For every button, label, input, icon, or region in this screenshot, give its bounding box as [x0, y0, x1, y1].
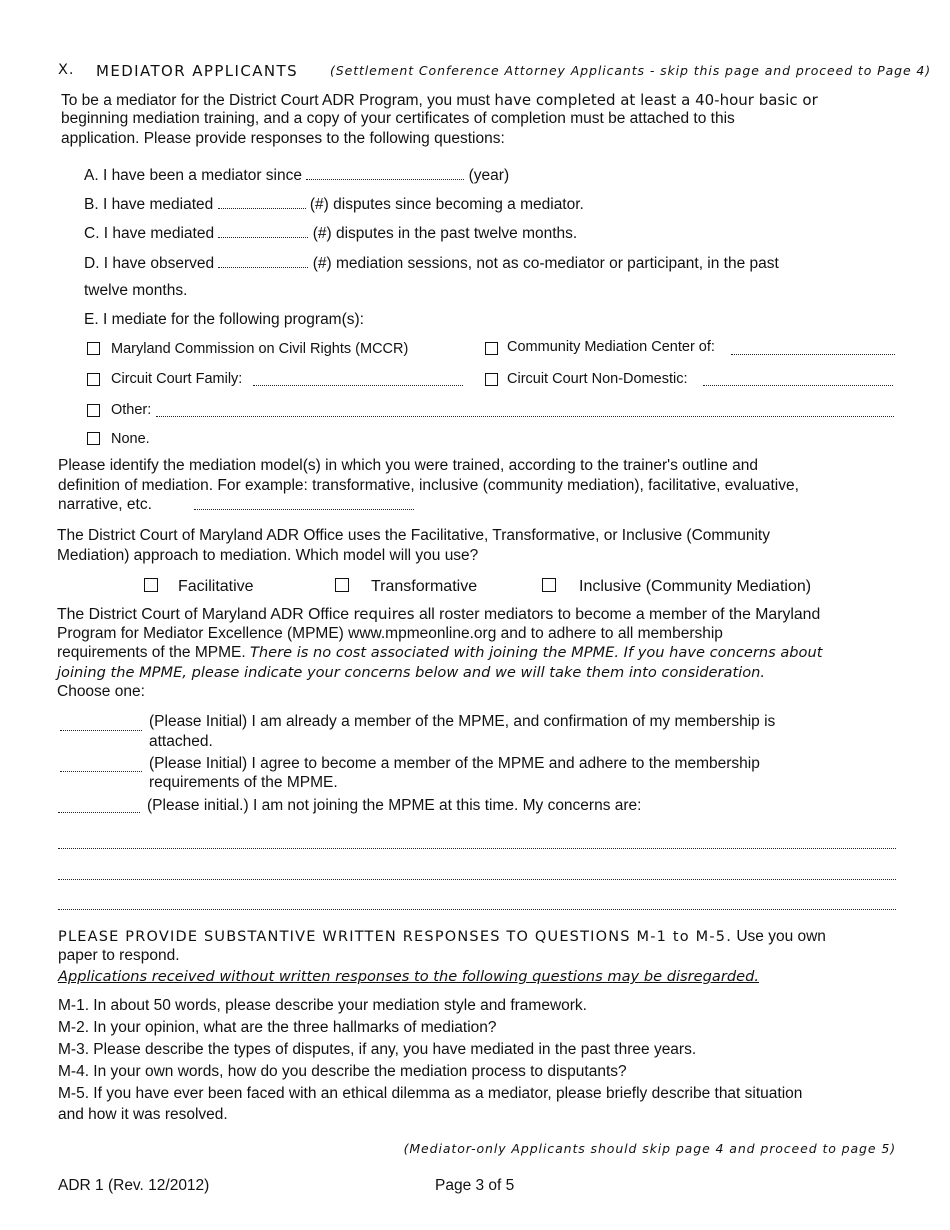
circuit-non-domestic-label: Circuit Court Non-Domestic: — [507, 371, 688, 387]
mpme-option-3: (Please initial.) I am not joining the MPME at this time. My concerns are: — [147, 797, 642, 814]
model-identify-line-3: narrative, etc. — [58, 496, 152, 513]
mccr-checkbox[interactable] — [87, 342, 100, 355]
section-number: X. — [58, 62, 75, 78]
concerns-line-1[interactable] — [58, 848, 896, 849]
question-m5-continued: and how it was resolved. — [58, 1106, 228, 1123]
community-mediation-input[interactable] — [731, 354, 895, 355]
written-heading: PLEASE PROVIDE SUBSTANTIVE WRITTEN RESPONSES TO QUESTIONS M-1 to M-5. Use you own — [58, 928, 826, 945]
mpme-line-1: The District Court of Maryland ADR Office requires all roster mediators to become a member of the Maryland — [57, 605, 821, 623]
disputes-12-months-input[interactable] — [218, 223, 308, 238]
model-use-line-1: The District Court of Maryland ADR Office uses the Facilitative, Transformative, or Inclusive (Community — [57, 527, 770, 544]
question-c: C. I have mediated (#) disputes in the past twelve months. — [84, 225, 578, 242]
choose-one: Choose one: — [57, 683, 145, 700]
mpme-option-2b: requirements of the MPME. — [149, 774, 338, 791]
community-mediation-checkbox[interactable] — [485, 342, 498, 355]
other-input[interactable] — [156, 416, 894, 417]
initial-not-joining[interactable] — [58, 812, 140, 813]
question-m2: M-2. In your opinion, what are the three hallmarks of mediation? — [58, 1019, 497, 1036]
mpme-line-4: joining the MPME, please indicate your concerns below and we will take them into consideration. — [57, 664, 766, 681]
facilitative-checkbox[interactable] — [144, 578, 158, 592]
skip-note: (Mediator-only Applicants should skip page 4 and proceed to page 5) — [403, 1141, 896, 1156]
none-checkbox[interactable] — [87, 432, 100, 445]
question-m3: M-3. Please describe the types of disputes, if any, you have mediated in the past three years. — [58, 1041, 697, 1058]
year-input[interactable] — [306, 165, 464, 180]
intro-line-3: application. Please provide responses to the following questions: — [61, 130, 505, 147]
other-checkbox[interactable] — [87, 404, 100, 417]
model-identify-line-1: Please identify the mediation model(s) in which you were trained, according to the trainer's outline and — [58, 457, 758, 474]
inclusive-checkbox[interactable] — [542, 578, 556, 592]
form-id: ADR 1 (Rev. 12/2012) — [58, 1177, 210, 1194]
facilitative-label: Facilitative — [178, 578, 254, 595]
initial-already-member[interactable] — [60, 730, 142, 731]
written-line-2: paper to respond. — [58, 947, 180, 964]
circuit-family-label: Circuit Court Family: — [111, 371, 243, 387]
other-label: Other: — [111, 402, 152, 418]
initial-agree-to-become[interactable] — [60, 771, 142, 772]
section-note: (Settlement Conference Attorney Applicants - skip this page and proceed to Page 4) — [330, 63, 932, 78]
community-mediation-label: Community Mediation Center of: — [507, 339, 715, 355]
intro-line-2: beginning mediation training, and a copy of your certificates of completion must be attached to this — [61, 110, 735, 127]
question-a: A. I have been a mediator since (year) — [84, 167, 510, 184]
intro-line-1: To be a mediator for the District Court ADR Program, you must have completed at least a 40-hour basic or — [61, 91, 818, 109]
circuit-family-input[interactable] — [253, 385, 463, 386]
concerns-line-2[interactable] — [58, 879, 896, 880]
circuit-family-checkbox[interactable] — [87, 373, 100, 386]
transformative-label: Transformative — [371, 578, 478, 595]
mpme-option-2a: (Please Initial) I agree to become a member of the MPME and adhere to the membership — [149, 755, 760, 772]
mccr-label: Maryland Commission on Civil Rights (MCCR) — [111, 341, 409, 357]
question-d: D. I have observed (#) mediation sessions, not as co-mediator or participant, in the past — [84, 255, 779, 272]
mpme-option-1a: (Please Initial) I am already a member of the MPME, and confirmation of my membership is — [149, 713, 776, 730]
question-e: E. I mediate for the following program(s): — [84, 311, 364, 328]
mpme-line-2: Program for Mediator Excellence (MPME) www.mpmeonline.org and to adhere to all membership — [57, 625, 723, 642]
mpme-option-1b: attached. — [149, 733, 213, 750]
written-warning: Applications received without written responses to the following questions may be disregarded. — [58, 968, 759, 985]
mpme-line-3: requirements of the MPME. There is no cost associated with joining the MPME. If you have concerns about — [57, 644, 823, 661]
inclusive-label: Inclusive (Community Mediation) — [579, 578, 812, 595]
model-use-line-2: Mediation) approach to mediation. Which model will you use? — [57, 547, 479, 564]
question-d-continued: twelve months. — [84, 282, 188, 299]
disputes-since-input[interactable] — [218, 194, 306, 209]
circuit-non-domestic-checkbox[interactable] — [485, 373, 498, 386]
question-b: B. I have mediated (#) disputes since becoming a mediator. — [84, 196, 584, 213]
question-m5: M-5. If you have ever been faced with an ethical dilemma as a mediator, please briefly describe that situation — [58, 1085, 803, 1102]
model-identify-line-2: definition of mediation. For example: transformative, inclusive (community mediation), facilitative, evaluative, — [58, 477, 799, 494]
transformative-checkbox[interactable] — [335, 578, 349, 592]
page-number: Page 3 of 5 — [435, 1177, 515, 1194]
question-m4: M-4. In your own words, how do you describe the mediation process to disputants? — [58, 1063, 627, 1080]
none-label: None. — [111, 431, 150, 447]
sessions-observed-input[interactable] — [218, 253, 308, 268]
concerns-line-3[interactable] — [58, 909, 896, 910]
model-trained-input[interactable] — [194, 509, 414, 510]
question-m1: M-1. In about 50 words, please describe your mediation style and framework. — [58, 997, 587, 1014]
circuit-non-domestic-input[interactable] — [703, 385, 893, 386]
section-title: MEDIATOR APPLICANTS — [96, 62, 299, 80]
